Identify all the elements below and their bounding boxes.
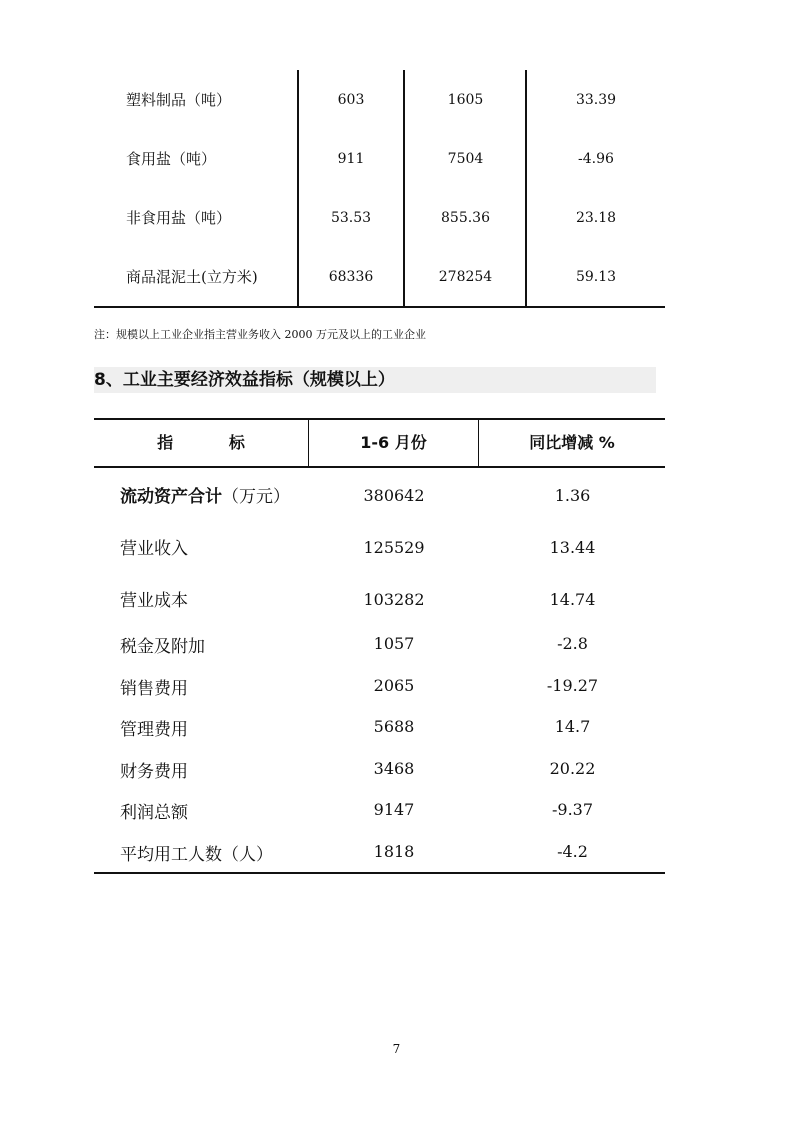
cell-value: 278254 <box>438 269 493 285</box>
cell-value: 911 <box>337 151 365 167</box>
period-value: 103282 <box>363 590 425 609</box>
indicator-name: 利润总额 <box>120 803 188 823</box>
yoy-value: 20.22 <box>549 759 596 778</box>
period-value: 1818 <box>373 842 415 861</box>
section-title: 8、工业主要经济效益指标（规模以上） <box>94 367 656 393</box>
period-value: 125529 <box>363 538 425 557</box>
production-table <box>94 70 665 308</box>
yoy-value: 1.36 <box>554 486 591 505</box>
header-indicator: 指 标 <box>157 433 245 452</box>
cell-value: 23.18 <box>575 210 617 226</box>
header-rule <box>94 466 665 468</box>
product-name: 非食用盐（吨） <box>126 209 232 227</box>
yoy-value: -4.2 <box>557 842 588 861</box>
indicator-name: 管理费用 <box>120 720 188 740</box>
indicator-name: 营业成本 <box>120 591 188 611</box>
cell-value: 33.39 <box>575 92 617 108</box>
yoy-value: -19.27 <box>546 676 599 695</box>
cell-value: 53.53 <box>330 210 372 226</box>
table-row <box>94 139 665 179</box>
indicator-name: 财务费用 <box>120 762 188 782</box>
table-bottom-rule <box>94 306 665 308</box>
yoy-value: 13.44 <box>549 538 596 557</box>
period-value: 2065 <box>373 676 415 695</box>
header-yoy: 同比增减 % <box>529 433 615 452</box>
indicator-name: 销售费用 <box>120 679 188 699</box>
period-value: 5688 <box>373 717 415 736</box>
period-value: 3468 <box>373 759 415 778</box>
table-row <box>94 257 665 297</box>
product-name: 商品混泥土(立方米) <box>126 268 258 286</box>
cell-value: -4.96 <box>578 151 614 167</box>
period-value: 380642 <box>363 486 425 505</box>
header-period: 1-6 月份 <box>360 433 427 452</box>
indicator-name: 营业收入 <box>120 539 188 559</box>
cell-value: 1605 <box>447 92 484 108</box>
table-row <box>94 80 665 120</box>
cell-value: 603 <box>337 92 365 108</box>
indicator-label: 流动资产合计 <box>120 487 222 507</box>
cell-value: 855.36 <box>441 210 490 226</box>
table-footnote: 注：规模以上工业企业指主营业务收入 2000 万元及以上的工业企业 <box>94 328 426 341</box>
economic-indicators-table <box>94 418 665 874</box>
yoy-value: 14.74 <box>549 590 596 609</box>
cell-value: 7504 <box>447 151 484 167</box>
product-name: 塑料制品（吨） <box>126 91 232 109</box>
cell-value: 68336 <box>328 269 374 285</box>
period-value: 9147 <box>373 800 415 819</box>
table-bottom-rule <box>94 872 665 874</box>
page-number: 7 <box>392 1042 401 1056</box>
yoy-value: 14.7 <box>554 717 591 736</box>
period-value: 1057 <box>373 634 415 653</box>
yoy-value: -9.37 <box>551 800 594 819</box>
cell-value: 59.13 <box>575 269 617 285</box>
product-name: 食用盐（吨） <box>126 150 217 168</box>
indicator-unit: （万元） <box>222 487 290 507</box>
indicator-name: 税金及附加 <box>120 637 205 657</box>
table-row <box>94 198 665 238</box>
indicator-name <box>120 482 290 507</box>
indicator-name: 平均用工人数（人） <box>120 845 273 865</box>
yoy-value: -2.8 <box>557 634 588 653</box>
